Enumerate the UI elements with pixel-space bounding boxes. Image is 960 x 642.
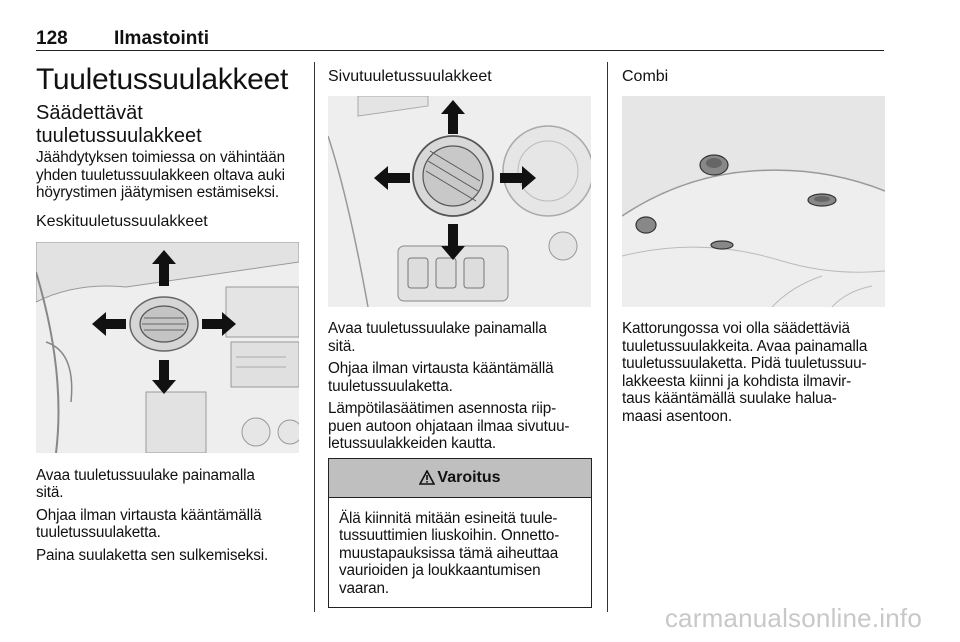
paragraph: Paina suulaketta sen sulkemiseksi. [36, 546, 269, 564]
center-vents-heading: Keskituuletussuulakkeet [36, 212, 208, 230]
column-left [36, 62, 301, 564]
side-vent-figure [328, 96, 591, 307]
chapter-title: Ilmastointi [114, 28, 210, 49]
paragraph: Avaa tuuletussuulake painamalla sitä. [36, 466, 255, 501]
warning-triangle-icon [419, 470, 435, 485]
paragraph: Ohjaa ilman virtausta kääntämällä tuuletussuulaketta. [328, 360, 554, 395]
page-number: 128 [36, 28, 68, 49]
column-middle [328, 62, 592, 608]
warning-box [328, 458, 592, 609]
combi-heading: Combi [622, 68, 669, 85]
column-divider [314, 62, 315, 612]
side-vents-heading: Sivutuuletussuulakkeet [328, 68, 492, 85]
intro-paragraph: Jäähdytyksen toimiessa on vähintään yhden tuuletussuulakkeen oltava auki höyrystimen jäätymisen estämiseksi. [36, 149, 286, 201]
paragraph: Avaa tuuletussuulake painamalla sitä. [328, 320, 547, 355]
column-divider [607, 62, 608, 612]
roof-vent-figure [622, 96, 885, 307]
paragraph: Lämpötilasäätimen asennosta riip- puen autoon ohjataan ilmaa sivutuu- letussuulakkeiden kautta. [328, 400, 570, 452]
warning-body: Älä kiinnitä mitään esineitä tuule- tussuuttimien liuskoihin. Onnetto- muustapauksissa tämä aiheuttaa vaurioiden ja loukkaantumisen vaaran. [339, 509, 560, 597]
warning-header [329, 459, 591, 498]
paragraph: Kattorungossa voi olla säädettäviä tuuletussuulakkeita. Avaa painamalla tuuletussuulaketta. Pidä tuuletussuu- lakkeesta kiinni ja kohdista ilmavir- taus kääntämällä suulake halua- maasi asentoon. [622, 320, 868, 425]
subsection-title: Säädettävät tuuletussuulakkeet [36, 102, 202, 147]
watermark: carmanualsonline.info [664, 603, 922, 633]
column-right [622, 62, 886, 425]
warning-title: Varoitus [437, 468, 501, 486]
section-title: Tuuletussuulakkeet [36, 63, 288, 96]
center-vent-figure [36, 242, 299, 453]
page-header [36, 28, 884, 51]
paragraph: Ohjaa ilman virtausta kääntämällä tuuletussuulaketta. [36, 506, 262, 541]
